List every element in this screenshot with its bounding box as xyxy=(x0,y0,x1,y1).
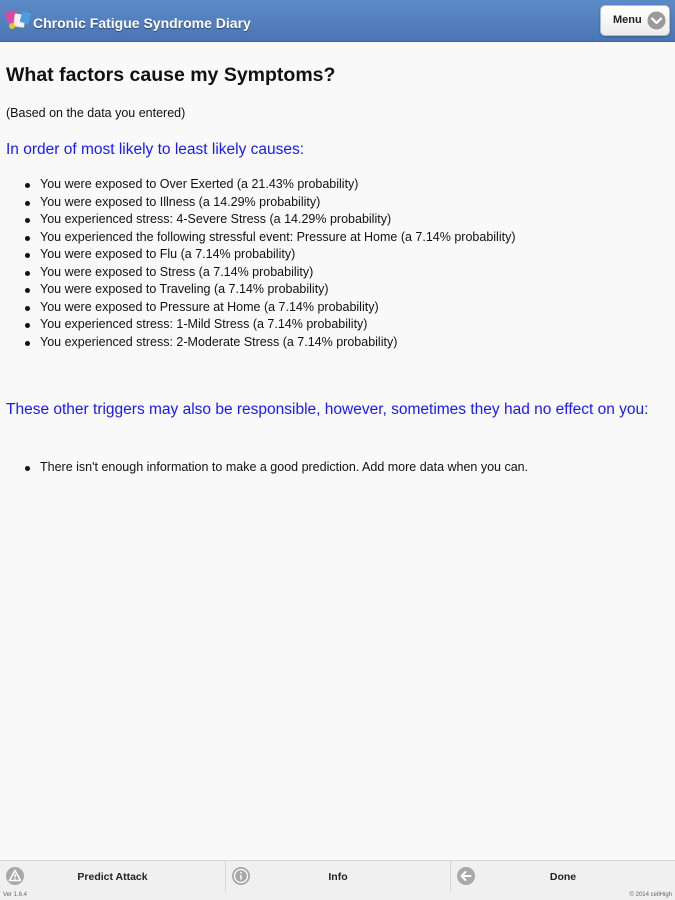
menu-button[interactable] xyxy=(600,5,670,36)
done-button[interactable] xyxy=(451,861,675,892)
app-title: Chronic Fatigue Syndrome Diary xyxy=(33,15,251,31)
main-content xyxy=(0,42,675,860)
list-item: You experienced stress: 1-Mild Stress (a 7.14% probability) xyxy=(40,316,516,334)
list-item: You were exposed to Flu (a 7.14% probability) xyxy=(40,246,516,264)
list-item: You experienced the following stressful event: Pressure at Home (a 7.14% probability) xyxy=(40,229,516,247)
predict-attack-button[interactable] xyxy=(0,861,226,892)
app-logo-icon xyxy=(4,8,34,32)
copyright-label: © 2014 cellHigh xyxy=(629,892,672,898)
page-title: What factors cause my Symptoms? xyxy=(6,64,336,86)
version-label: Ver 1.6.4 xyxy=(3,892,28,898)
list-item: You experienced stress: 4-Severe Stress (a 14.29% probability) xyxy=(40,211,516,229)
list-item: You experienced stress: 2-Moderate Stress (a 7.14% probability) xyxy=(40,334,516,352)
list-item: You were exposed to Over Exerted (a 21.43% probability) xyxy=(40,176,516,194)
list-item: You were exposed to Stress (a 7.14% probability) xyxy=(40,264,516,282)
predict-attack-label: Predict Attack xyxy=(77,871,148,883)
causes-list xyxy=(40,176,516,351)
list-item: You were exposed to Pressure at Home (a 7.14% probability) xyxy=(40,299,516,317)
done-label: Done xyxy=(549,871,577,883)
other-triggers-heading: These other triggers may also be responsible, however, sometimes they had no effect on you: xyxy=(6,401,649,418)
menu-label: Menu xyxy=(613,14,642,26)
other-triggers-list xyxy=(40,459,528,477)
chevron-down-icon xyxy=(647,11,666,30)
subtitle: (Based on the data you entered) xyxy=(6,106,186,120)
info-label: Info xyxy=(328,871,348,883)
footer-toolbar xyxy=(0,860,675,900)
app-header xyxy=(0,0,675,42)
list-item: You were exposed to Illness (a 14.29% probability) xyxy=(40,194,516,212)
info-button[interactable] xyxy=(226,861,451,892)
likely-causes-heading: In order of most likely to least likely causes: xyxy=(6,141,305,158)
list-item: You were exposed to Traveling (a 7.14% probability) xyxy=(40,281,516,299)
list-item: There isn't enough information to make a good prediction. Add more data when you can. xyxy=(40,459,528,477)
